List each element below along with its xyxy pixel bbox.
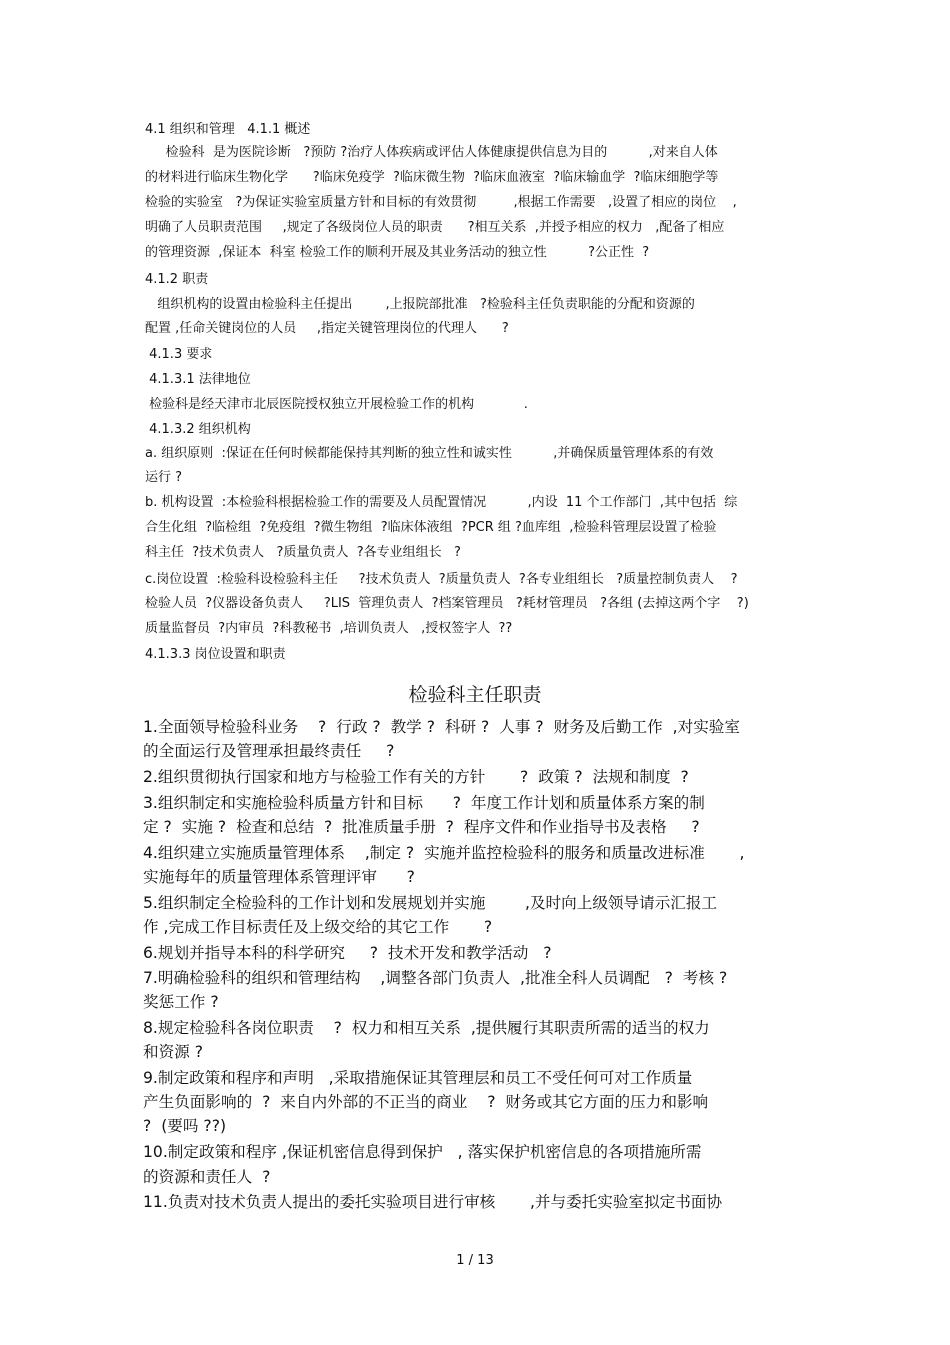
overview-line: 检验科 是为医院诊断 ?预防 ?治疗人体疾病或评估人体健康提供信息为目的 ,对来自人体 (145, 145, 718, 160)
director-duty-line: 4.组织建立实施质量管理体系 ,制定 ? 实施并监控检验科的服务和质量改进标准 , (143, 844, 745, 862)
org-a-line: a. 组织原则 :保证在任何时候都能保持其判断的独立性和诚实性 ,并确保质量管理体系的有效 (145, 446, 714, 461)
org-c-line: 检验人员 ?仪器设备负责人 ?LIS 管理负责人 ?档案管理员 ?耗材管理员 ?各组 (去掉这两个字 ?) (145, 596, 749, 611)
director-duty-line: 的资源和责任人 ? (143, 1168, 271, 1186)
director-duty-line: 1.全面领导检验科业务 ? 行政 ? 教学 ? 科研 ? 人事 ? 财务及后勤工作 ,对实验室 (143, 718, 740, 736)
org-b-line: 科主任 ?技术负责人 ?质量负责人 ?各专业组组长 ? (145, 545, 461, 560)
director-duty-line: 5.组织制定全检验科的工作计划和发展规划并实施 ,及时向上级领导请示汇报工 (143, 894, 718, 912)
overview-line: 的管理资源 ,保证本 科室 检验工作的顺利开展及其业务活动的独立性 ?公正性 ? (145, 245, 650, 260)
org-c-line: 质量监督员 ?内审员 ?科教秘书 ,培训负责人 ,授权签字人 ?? (145, 621, 513, 636)
overview-line: 明确了人员职责范围 ,规定了各级岗位人员的职责 ?相互关系 ,并授予相应的权力 ,配备了相应 (145, 220, 725, 235)
director-duty-line: 的全面运行及管理承担最终责任 ? (143, 742, 395, 760)
director-duty-line: 定 ? 实施 ? 检查和总结 ? 批准质量手册 ? 程序文件和作业指导书及表格 ? (143, 818, 700, 836)
heading-4-1-3: 4.1.3 要求 (145, 347, 213, 362)
director-duty-line: 11.负责对技术负责人提出的委托实验项目进行审核 ,并与委托实验室拟定书面协 (143, 1193, 723, 1211)
director-duty-line: 奖惩工作 ? (143, 993, 219, 1011)
director-duty-line: ? (要吗 ??) (143, 1117, 227, 1135)
overview-line: 检验的实验室 ?为保证实验室质量方针和目标的有效贯彻 ,根据工作需要 ,设置了相应的岗位 , (145, 195, 737, 210)
org-a-line: 运行 ? (145, 470, 183, 485)
director-duty-line: 10.制定政策和程序 ,保证机密信息得到保护 , 落实保护机密信息的各项措施所需 (143, 1143, 702, 1161)
director-duty-line: 7.明确检验科的组织和管理结构 ,调整各部门负责人 ,批准全科人员调配 ? 考核 ? (143, 969, 728, 987)
org-b-line: 合生化组 ?临检组 ?免疫组 ?微生物组 ?临床体液组 ?PCR 组 ?血库组 ,检验科管理层设置了检验 (145, 520, 717, 535)
heading-4-1: 4.1 组织和管理 4.1.1 概述 (145, 122, 311, 137)
director-duty-line: 和资源 ? (143, 1043, 204, 1061)
director-duty-line: 3.组织制定和实施检验科质量方针和目标 ? 年度工作计划和质量体系方案的制 (143, 794, 705, 812)
heading-4-1-3-3: 4.1.3.3 岗位设置和职责 (145, 647, 286, 662)
duties-line: 配置 ,任命关键岗位的人员 ,指定关键管理岗位的代理人 ? (145, 321, 509, 336)
director-duties-title: 检验科主任职责 (408, 684, 542, 706)
director-duty-line: 9.制定政策和程序和声明 ,采取措施保证其管理层和员工不受任何可对工作质量 (143, 1069, 693, 1087)
legal-status: 检验科是经天津市北辰医院授权独立开展检验工作的机构 . (145, 397, 528, 412)
director-duty-line: 产生负面影响的 ? 来自内外部的不正当的商业 ? 财务或其它方面的压力和影响 (143, 1093, 709, 1111)
heading-4-1-3-2: 4.1.3.2 组织机构 (145, 422, 251, 437)
org-c-line: c.岗位设置 :检验科设检验科主任 ?技术负责人 ?质量负责人 ?各专业组组长 ?质量控制负责人 ? (145, 572, 738, 587)
heading-4-1-2: 4.1.2 职责 (145, 272, 209, 287)
director-duty-line: 实施每年的质量管理体系管理评审 ? (143, 868, 415, 886)
director-duty-line: 6.规划并指导本科的科学研究 ? 技术开发和教学活动 ? (143, 944, 552, 962)
overview-line: 的材料进行临床生物化学 ?临床免疫学 ?临床微生物 ?临床血液室 ?临床输血学 ?临床细胞学等 (145, 170, 719, 185)
director-duty-line: 2.组织贯彻执行国家和地方与检验工作有关的方针 ? 政策 ? 法规和制度 ? (143, 768, 689, 786)
org-b-line: b. 机构设置 :本检验科根据检验工作的需要及人员配置情况 ,内设 11 个工作部门 ,其中包括 综 (145, 495, 738, 510)
director-duty-line: 作 ,完成工作目标责任及上级交给的其它工作 ? (143, 918, 493, 936)
duties-line: 组织机构的设置由检验科主任提出 ,上报院部批准 ?检验科主任负责职能的分配和资源的 (145, 297, 695, 312)
page-number: 1 / 13 (456, 1253, 494, 1268)
heading-4-1-3-1: 4.1.3.1 法律地位 (145, 372, 251, 387)
director-duty-line: 8.规定检验科各岗位职责 ? 权力和相互关系 ,提供履行其职责所需的适当的权力 (143, 1019, 710, 1037)
